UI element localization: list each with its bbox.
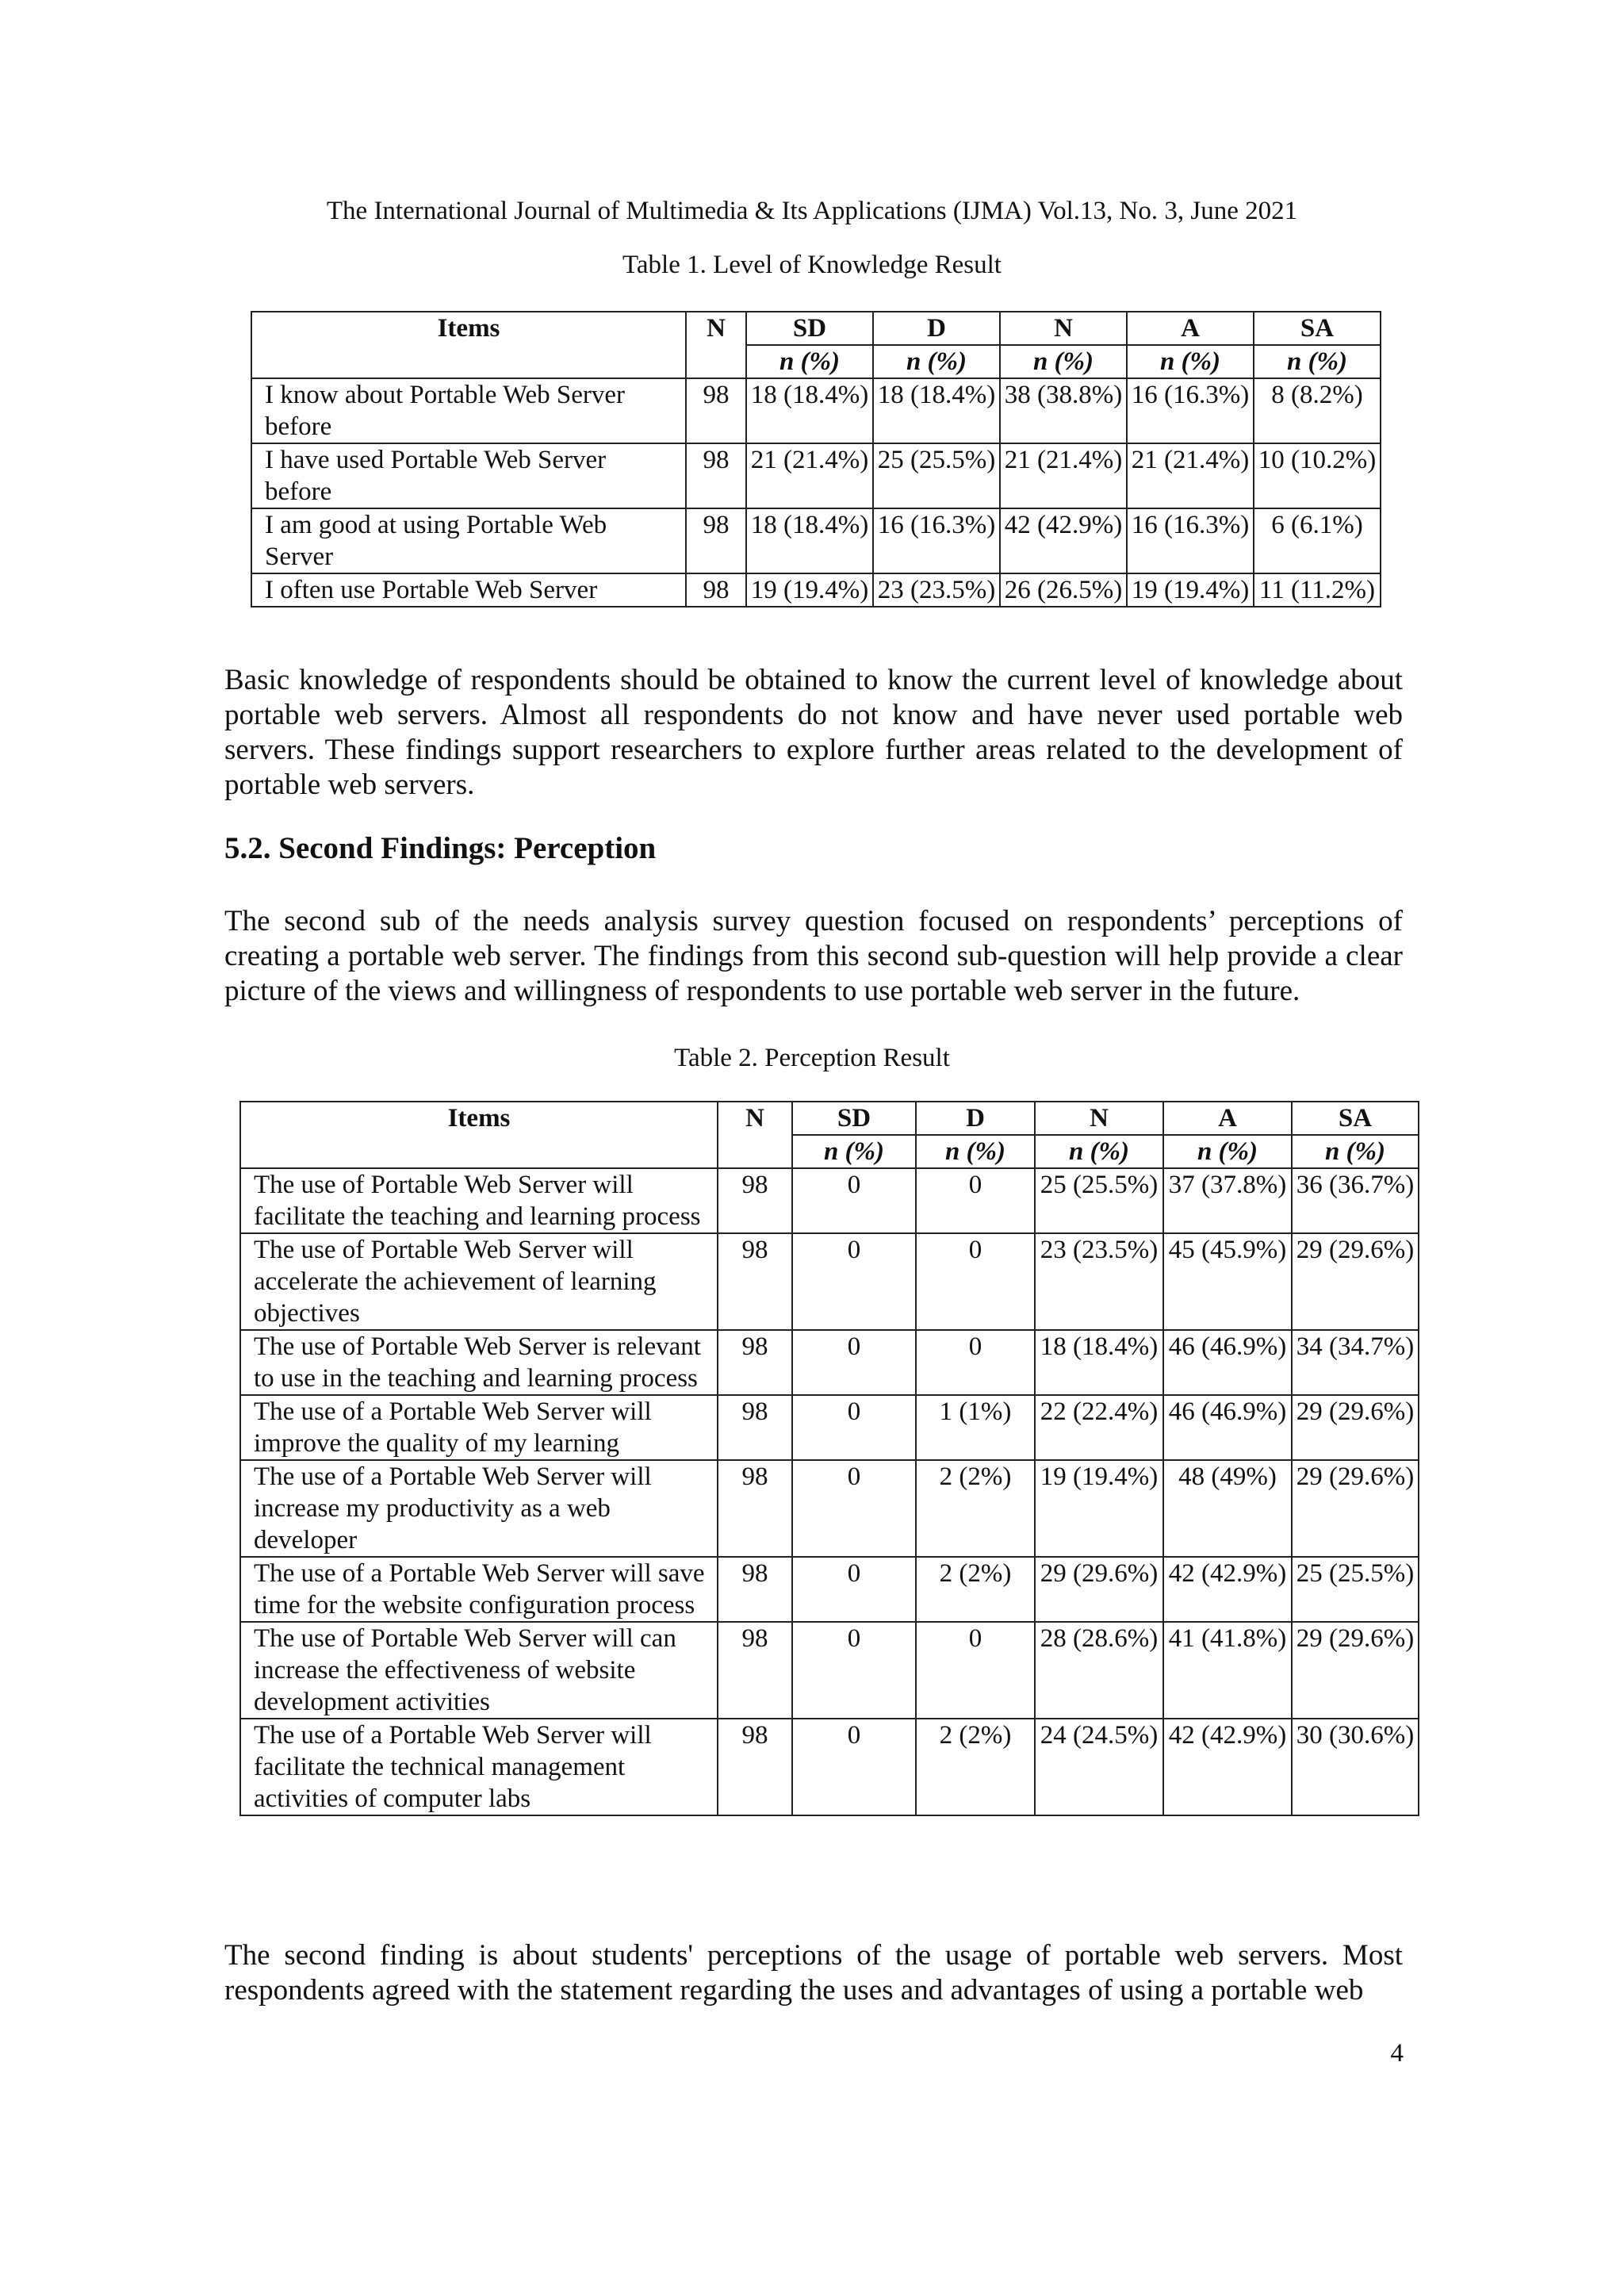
cell-neutral: 24 (24.5%) xyxy=(1035,1719,1163,1815)
paragraph-perception-intro: The second sub of the needs analysis survey question focused on respondents’ perceptions of creating a portable web server. The findings from this second sub-question will help provide a clear picture of the views and willingness of respondents to use portable web server in the future. xyxy=(224,905,1403,1007)
table1-subhead-cell: n (%) xyxy=(1000,345,1127,378)
paragraph-knowledge-summary: Basic knowledge of respondents should be obtained to know the current level of knowledge about portable web servers. Almost all respondents do not know and have never used portable web servers. These findings support researchers to explore further areas related to the development of portable web servers. xyxy=(224,664,1403,801)
cell-n: 98 xyxy=(718,1557,792,1622)
cell-d: 0 xyxy=(916,1233,1035,1330)
table-row xyxy=(240,1460,1419,1557)
cell-n: 98 xyxy=(686,443,746,508)
cell-sd: 18 (18.4%) xyxy=(746,378,873,443)
table2-subhead-cell: n (%) xyxy=(1035,1135,1163,1168)
row-item-text: The use of Portable Web Server will facilitate the teaching and learning process xyxy=(240,1168,718,1233)
cell-n: 98 xyxy=(718,1460,792,1557)
cell-neutral: 26 (26.5%) xyxy=(1000,573,1127,607)
row-item-text: The use of a Portable Web Server will improve the quality of my learning xyxy=(240,1395,718,1460)
perception-table xyxy=(239,1101,1419,1816)
paragraph-perception-summary: The second finding is about students' perceptions of the usage of portable web servers. Most respondents agreed with the statement regarding the uses and advantages of using a portable web xyxy=(224,1939,1403,2007)
table1-subhead-cell: n (%) xyxy=(873,345,1000,378)
cell-sa: 10 (10.2%) xyxy=(1254,443,1381,508)
cell-d: 18 (18.4%) xyxy=(873,378,1000,443)
cell-sa: 8 (8.2%) xyxy=(1254,378,1381,443)
table2-col-sa: SA xyxy=(1292,1102,1419,1135)
cell-d: 0 xyxy=(916,1168,1035,1233)
cell-sa: 29 (29.6%) xyxy=(1292,1395,1419,1460)
cell-a: 21 (21.4%) xyxy=(1127,443,1254,508)
table-row xyxy=(251,378,1381,443)
cell-n: 98 xyxy=(686,378,746,443)
cell-sa: 34 (34.7%) xyxy=(1292,1330,1419,1395)
table-row xyxy=(240,1395,1419,1460)
table1-subhead-cell: n (%) xyxy=(1127,345,1254,378)
cell-sd: 18 (18.4%) xyxy=(746,508,873,573)
table1-col-n: N xyxy=(686,312,746,378)
table2-caption: Table 2. Perception Result xyxy=(674,1044,950,1072)
table2-body xyxy=(240,1168,1419,1815)
cell-sa: 29 (29.6%) xyxy=(1292,1622,1419,1719)
table-row xyxy=(240,1557,1419,1622)
row-item-text: I know about Portable Web Server before xyxy=(251,378,686,443)
table1-body xyxy=(251,378,1381,607)
cell-sd: 0 xyxy=(792,1460,916,1557)
cell-n: 98 xyxy=(686,508,746,573)
cell-sd: 19 (19.4%) xyxy=(746,573,873,607)
cell-a: 46 (46.9%) xyxy=(1163,1395,1292,1460)
cell-a: 48 (49%) xyxy=(1163,1460,1292,1557)
table-row xyxy=(240,1330,1419,1395)
table2-subhead-cell: n (%) xyxy=(792,1135,916,1168)
row-item-text: I am good at using Portable Web Server xyxy=(251,508,686,573)
running-header: The International Journal of Multimedia & Its Applications (IJMA) Vol.13, No. 3, June 2021 xyxy=(326,197,1298,225)
page-number: 4 xyxy=(1390,2039,1404,2068)
cell-n: 98 xyxy=(718,1622,792,1719)
table1-col-sa: SA xyxy=(1254,312,1381,345)
cell-sd: 0 xyxy=(792,1233,916,1330)
cell-neutral: 22 (22.4%) xyxy=(1035,1395,1163,1460)
table-row xyxy=(240,1719,1419,1815)
table2-col-d: D xyxy=(916,1102,1035,1135)
table1-col-neutral: N xyxy=(1000,312,1127,345)
cell-sa: 11 (11.2%) xyxy=(1254,573,1381,607)
cell-d: 2 (2%) xyxy=(916,1719,1035,1815)
table2-col-a: A xyxy=(1163,1102,1292,1135)
cell-sa: 29 (29.6%) xyxy=(1292,1233,1419,1330)
table-row xyxy=(240,1233,1419,1330)
cell-d: 23 (23.5%) xyxy=(873,573,1000,607)
cell-n: 98 xyxy=(718,1233,792,1330)
cell-neutral: 28 (28.6%) xyxy=(1035,1622,1163,1719)
table-row xyxy=(240,1168,1419,1233)
cell-sd: 0 xyxy=(792,1168,916,1233)
table1-subhead-cell: n (%) xyxy=(746,345,873,378)
cell-sa: 6 (6.1%) xyxy=(1254,508,1381,573)
table2-col-items: Items xyxy=(240,1102,718,1168)
table-row xyxy=(240,1622,1419,1719)
cell-d: 2 (2%) xyxy=(916,1460,1035,1557)
cell-sd: 0 xyxy=(792,1622,916,1719)
cell-a: 19 (19.4%) xyxy=(1127,573,1254,607)
table2-col-n: N xyxy=(718,1102,792,1168)
row-item-text: The use of Portable Web Server will can increase the effectiveness of website development activities xyxy=(240,1622,718,1719)
cell-neutral: 25 (25.5%) xyxy=(1035,1168,1163,1233)
table2-subhead-cell: n (%) xyxy=(1292,1135,1419,1168)
cell-sd: 0 xyxy=(792,1395,916,1460)
table2-subhead-cell: n (%) xyxy=(1163,1135,1292,1168)
table2-col-sd: SD xyxy=(792,1102,916,1135)
cell-d: 0 xyxy=(916,1622,1035,1719)
table-row xyxy=(251,573,1381,607)
cell-sd: 0 xyxy=(792,1330,916,1395)
table-row xyxy=(251,508,1381,573)
table1-col-a: A xyxy=(1127,312,1254,345)
table-row xyxy=(251,443,1381,508)
table1-header-row xyxy=(251,312,1381,345)
table2-header-row xyxy=(240,1102,1419,1135)
table1-caption: Table 1. Level of Knowledge Result xyxy=(622,251,1002,279)
cell-neutral: 18 (18.4%) xyxy=(1035,1330,1163,1395)
cell-d: 2 (2%) xyxy=(916,1557,1035,1622)
table1-col-sd: SD xyxy=(746,312,873,345)
cell-a: 42 (42.9%) xyxy=(1163,1719,1292,1815)
cell-n: 98 xyxy=(718,1330,792,1395)
row-item-text: The use of a Portable Web Server will facilitate the technical management activities of computer labs xyxy=(240,1719,718,1815)
cell-a: 16 (16.3%) xyxy=(1127,508,1254,573)
cell-sd: 0 xyxy=(792,1557,916,1622)
table2-col-neutral: N xyxy=(1035,1102,1163,1135)
cell-neutral: 29 (29.6%) xyxy=(1035,1557,1163,1622)
table1-subhead-cell: n (%) xyxy=(1254,345,1381,378)
cell-d: 0 xyxy=(916,1330,1035,1395)
cell-a: 37 (37.8%) xyxy=(1163,1168,1292,1233)
table2-subhead-cell: n (%) xyxy=(916,1135,1035,1168)
cell-n: 98 xyxy=(718,1395,792,1460)
section-heading: 5.2. Second Findings: Perception xyxy=(224,831,657,865)
cell-n: 98 xyxy=(718,1719,792,1815)
cell-a: 42 (42.9%) xyxy=(1163,1557,1292,1622)
row-item-text: I often use Portable Web Server xyxy=(251,573,686,607)
cell-n: 98 xyxy=(718,1168,792,1233)
cell-sd: 21 (21.4%) xyxy=(746,443,873,508)
cell-a: 46 (46.9%) xyxy=(1163,1330,1292,1395)
row-item-text: The use of Portable Web Server will accelerate the achievement of learning objectives xyxy=(240,1233,718,1330)
row-item-text: The use of a Portable Web Server will increase my productivity as a web developer xyxy=(240,1460,718,1557)
cell-a: 45 (45.9%) xyxy=(1163,1233,1292,1330)
cell-a: 16 (16.3%) xyxy=(1127,378,1254,443)
row-item-text: I have used Portable Web Server before xyxy=(251,443,686,508)
cell-sa: 29 (29.6%) xyxy=(1292,1460,1419,1557)
cell-d: 1 (1%) xyxy=(916,1395,1035,1460)
knowledge-table xyxy=(251,311,1381,608)
cell-neutral: 21 (21.4%) xyxy=(1000,443,1127,508)
table1-col-items: Items xyxy=(251,312,686,378)
cell-sd: 0 xyxy=(792,1719,916,1815)
row-item-text: The use of Portable Web Server is relevant to use in the teaching and learning process xyxy=(240,1330,718,1395)
table1-col-d: D xyxy=(873,312,1000,345)
cell-neutral: 38 (38.8%) xyxy=(1000,378,1127,443)
cell-neutral: 42 (42.9%) xyxy=(1000,508,1127,573)
cell-d: 25 (25.5%) xyxy=(873,443,1000,508)
cell-n: 98 xyxy=(686,573,746,607)
cell-neutral: 23 (23.5%) xyxy=(1035,1233,1163,1330)
cell-d: 16 (16.3%) xyxy=(873,508,1000,573)
cell-sa: 30 (30.6%) xyxy=(1292,1719,1419,1815)
cell-neutral: 19 (19.4%) xyxy=(1035,1460,1163,1557)
cell-sa: 36 (36.7%) xyxy=(1292,1168,1419,1233)
row-item-text: The use of a Portable Web Server will save time for the website configuration process xyxy=(240,1557,718,1622)
cell-a: 41 (41.8%) xyxy=(1163,1622,1292,1719)
cell-sa: 25 (25.5%) xyxy=(1292,1557,1419,1622)
